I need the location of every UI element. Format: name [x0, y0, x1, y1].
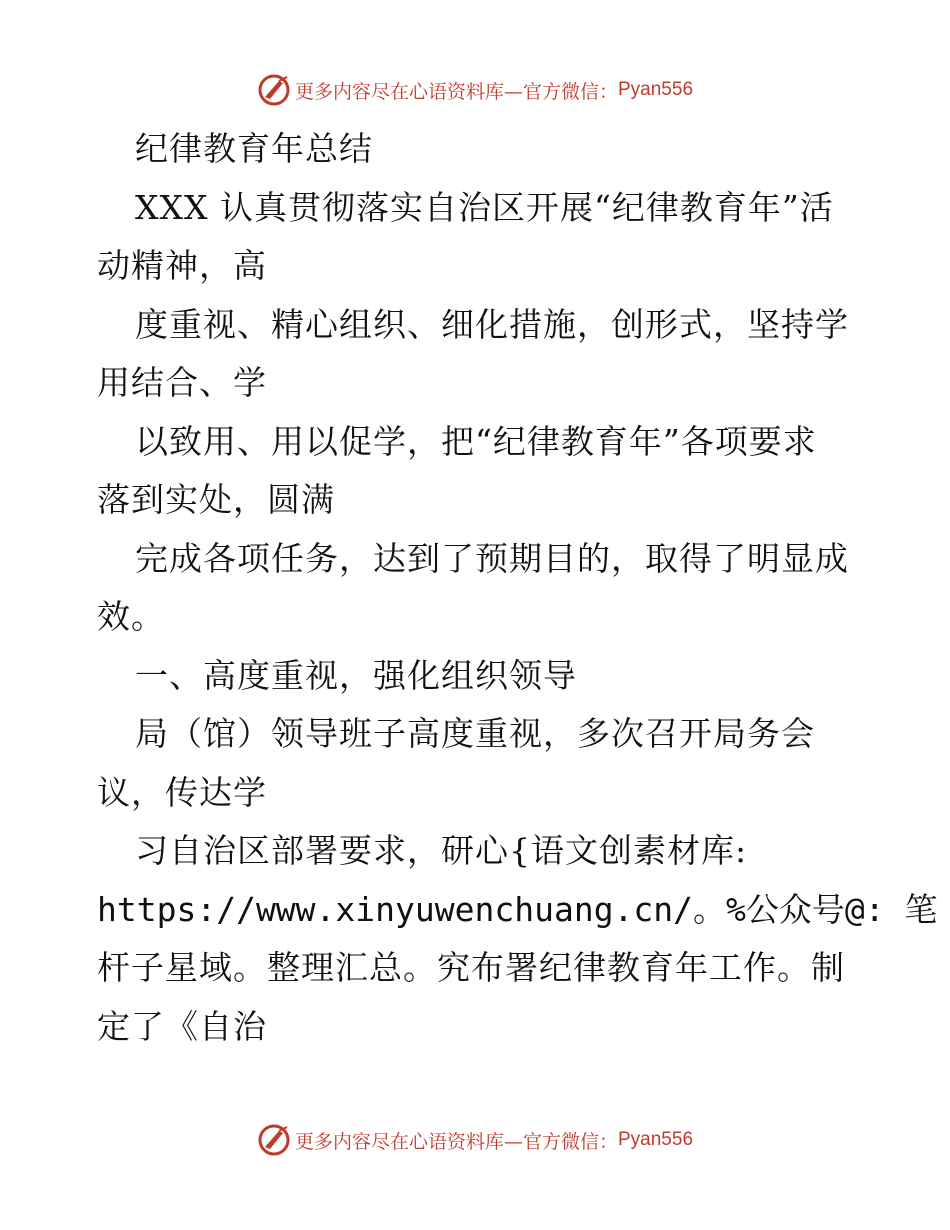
- document-body: [97, 120, 938, 1056]
- text-line: 用结合、学: [97, 363, 267, 402]
- text-line: 议，传达学: [97, 772, 267, 812]
- text-line: 完成各项任务，达到了预期目的，取得了明显成: [135, 538, 849, 578]
- text-line: XXX 认真贯彻落实自治区开展“纪律教育年”活: [135, 187, 834, 227]
- text-line: 度重视、精心组织、细化措施，创形式，坚持学: [135, 304, 849, 344]
- quill-pen-logo-icon: [257, 1123, 291, 1157]
- text-line: 杆子星域。整理汇总。究布署纪律教育年工作。制: [97, 948, 845, 987]
- quill-pen-logo-icon: [257, 73, 291, 107]
- text-line: 以致用、用以促学，把“纪律教育年”各项要求: [135, 421, 817, 461]
- text-line: 动精神，高: [97, 246, 267, 285]
- url-text-line: https://www.xinyuwenchuang.cn/。%公众号@: 笔: [97, 889, 938, 929]
- text-line: 局（馆）领导班子高度重视，多次召开局务会: [135, 714, 815, 753]
- text-line: 习自治区部署要求，研心{语文创素材库:: [135, 831, 748, 870]
- text-line: 定了《自治: [97, 1006, 267, 1046]
- section-heading: 一、高度重视，强化组织领导: [135, 655, 577, 695]
- document-title: 纪律教育年总结: [135, 129, 373, 168]
- banner-text: 更多内容尽在心语资料库—官方微信：: [294, 80, 618, 103]
- banner-text: 更多内容尽在心语资料库—官方微信：: [294, 1130, 618, 1153]
- banner-contact: Pyan556: [618, 1129, 694, 1150]
- header-banner: [0, 70, 950, 110]
- text-line: 落到实处，圆满: [97, 480, 335, 519]
- banner-contact: Pyan556: [618, 79, 694, 100]
- text-line: 效。: [97, 597, 165, 636]
- footer-banner: [0, 1120, 950, 1160]
